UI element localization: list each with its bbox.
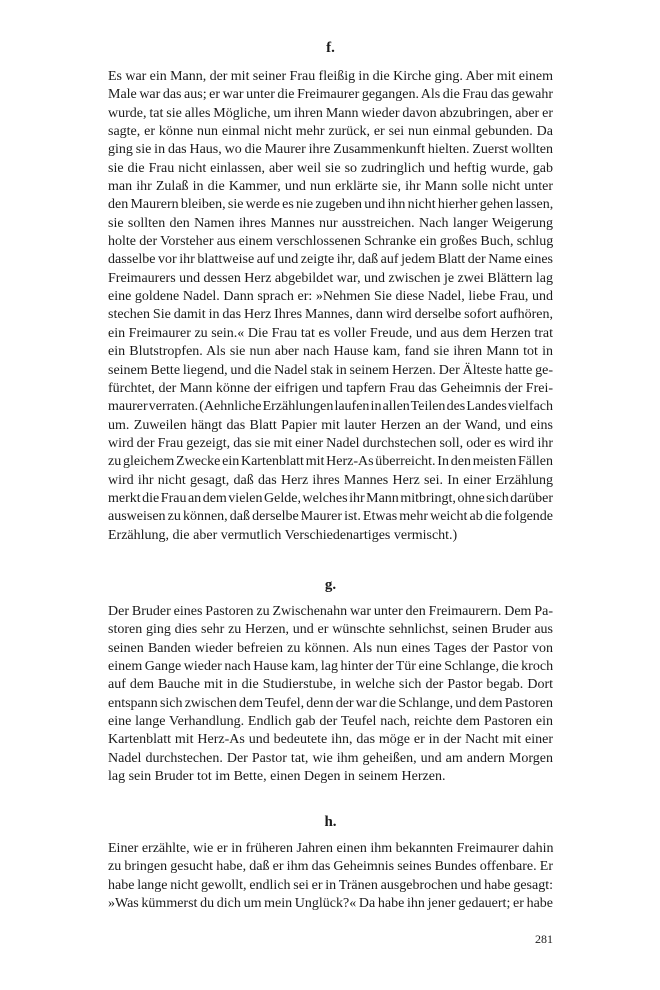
text-line: ging sie in das Haus, wo die Maurer ihre Zusammenkunft hielten. Zuerst wollten <box>108 142 553 158</box>
text-line: ein Freimaurer zu sein.« Die Frau tat es voller Freude, und aus dem Herzen trat <box>108 325 553 341</box>
text-line: zu gleichem Zwecke ein Kartenblatt mit Herz-As überreicht. In den meisten Fällen <box>108 454 553 470</box>
text-line: Kartenblatt mit Herz-As und bedeutete ihn, das möge er in der Nacht mit einer <box>108 732 553 748</box>
text-line: wurde, tat sie alles Mögliche, um ihren Mann wieder davon abzubringen, aber er <box>108 105 553 121</box>
text-line: man ihr Zulaß in die Kammer, und nun erklärte sie, ihr Mann solle nicht unter <box>108 179 553 195</box>
text-line: den Maurern bleiben, sie werde es nie zugeben und ihn nicht hierher gehen lassen, <box>108 197 554 213</box>
text-line: holte der Vorsteher aus einem verschlossenen Schranke ein großes Buch, schlug <box>108 234 554 250</box>
text-line: sagte, er könne nun einmal nicht mehr zurück, er sei nun einmal gebunden. Da <box>108 124 553 140</box>
paragraph-g <box>108 603 553 786</box>
section-heading-f: f. <box>326 40 335 56</box>
text-line: Der Bruder eines Pastoren zu Zwischenahn war unter den Freimaurern. Dem Pa- <box>108 604 553 619</box>
section-heading-g: g. <box>324 577 337 593</box>
paragraph-f <box>108 68 553 545</box>
text-line: eine lange Verhandlung. Endlich gab der Teufel nach, reichte dem Pastoren ein <box>108 714 553 730</box>
text-line: auf dem Bauche mit in die Studierstube, in welche sich der Pastor begab. Dort <box>108 677 553 693</box>
text-line: Es war ein Mann, der mit seiner Frau fleißig in die Kirche ging. Aber mit einem <box>108 69 553 84</box>
text-line: storen ging dies sehr zu Herzen, und er wünschte sehnlichst, seinen Bruder aus <box>108 622 553 638</box>
text-line: ausweisen zu können, daß derselbe Maurer ist. Etwas mehr weicht ab die folgende <box>108 509 553 525</box>
text-line: fürchtet, der Mann könne der eifrigen und tapfern Frau das Geheimnis der Frei- <box>108 380 553 396</box>
text-line: zu bringen gesucht habe, daß er ihm das Geheimnis seines Bundes offenbare. Er <box>108 859 553 875</box>
text-line: »Was kümmerst du dich um mein Unglück?« Da habe ihn jener gedauert; er habe <box>108 896 553 912</box>
text-line: um. Zuweilen hängt das Blatt Papier mit lauter Herzen an der Wand, und eins <box>108 417 553 433</box>
text-line: Freimaurers und dessen Herz abgebildet war, und zwischen je zwei Blättern lag <box>108 270 553 286</box>
text-line: habe lange nicht gewollt, endlich sei er in Tränen ausgebrochen und habe gesagt: <box>108 877 553 893</box>
text-line: seinem Bette liegend, und die Nadel stak in seinem Herzen. Der Älteste hatte ge- <box>108 362 553 378</box>
text-line: seinen Banden wieder befreien zu können. Als nun eines Tages der Pastor von <box>108 640 553 656</box>
text-line: wird der Frau gezeigt, das sie mit einer Nadel durchstechen soll, oder es wird ihr <box>108 435 553 451</box>
text-line: merkt die Frau an dem vielen Gelde, welches ihr Mann mitbringt, ohne sich darüber <box>108 490 553 506</box>
text-line: entspann sich zwischen dem Teufel, denn der war die Schlange, und dem Pastoren <box>108 695 553 711</box>
text-line: einem Gange wieder nach Hause kam, lag hinter der Tür eine Schlange, die kroch <box>108 659 554 675</box>
text-line: eine goldene Nadel. Dann sprach er: »Nehmen Sie diese Nadel, liebe Frau, und <box>108 289 553 305</box>
text-line: maurer verraten. (Aehnliche Erzählungen laufen in allen Teilen des Landes vielfach <box>108 399 553 415</box>
text-line: ein Blutstropfen. Als sie nun aber nach Hause kam, fand sie ihren Mann tot in <box>108 344 553 360</box>
text-line: wird ihr nicht gesagt, daß das Herz ihres Mannes Herz sei. In einer Erzählung <box>108 472 553 488</box>
text-line: Einer erzählte, wie er in früheren Jahren einen ihm bekannten Freimaurer dahin <box>108 841 554 856</box>
paragraph-h <box>108 840 553 913</box>
section-heading-h: h. <box>324 814 337 830</box>
text-line: lag sein Bruder tot im Bette, einen Degen in seinem Herzen. <box>108 769 446 785</box>
page-number: 281 <box>535 932 553 946</box>
text-line: dasselbe vor ihr blattweise auf und zeigte ihr, daß auf jedem Blatt der Name eines <box>108 252 553 268</box>
text-line: Erzählung, die aber vermutlich Verschiedenartiges vermischt.) <box>108 527 458 543</box>
text-line: stechen Sie damit in das Herz Ihres Mannes, dann wird derselbe sofort aufhören, <box>108 307 553 323</box>
text-line: sie sollten den Namen ihres Mannes nur ausstreichen. Nach langer Weigerung <box>108 215 553 231</box>
book-page <box>108 0 553 990</box>
text-line: Male war das aus; er war unter die Freimaurer gegangen. Als die Frau das gewahr <box>108 87 553 103</box>
text-line: Nadel durchstechen. Der Pastor tat, wie ihm geheißen, und am andern Morgen <box>108 750 553 766</box>
text-line: sie die Frau nicht einlassen, aber weil sie so zudringlich und heftig wurde, gab <box>108 160 553 176</box>
